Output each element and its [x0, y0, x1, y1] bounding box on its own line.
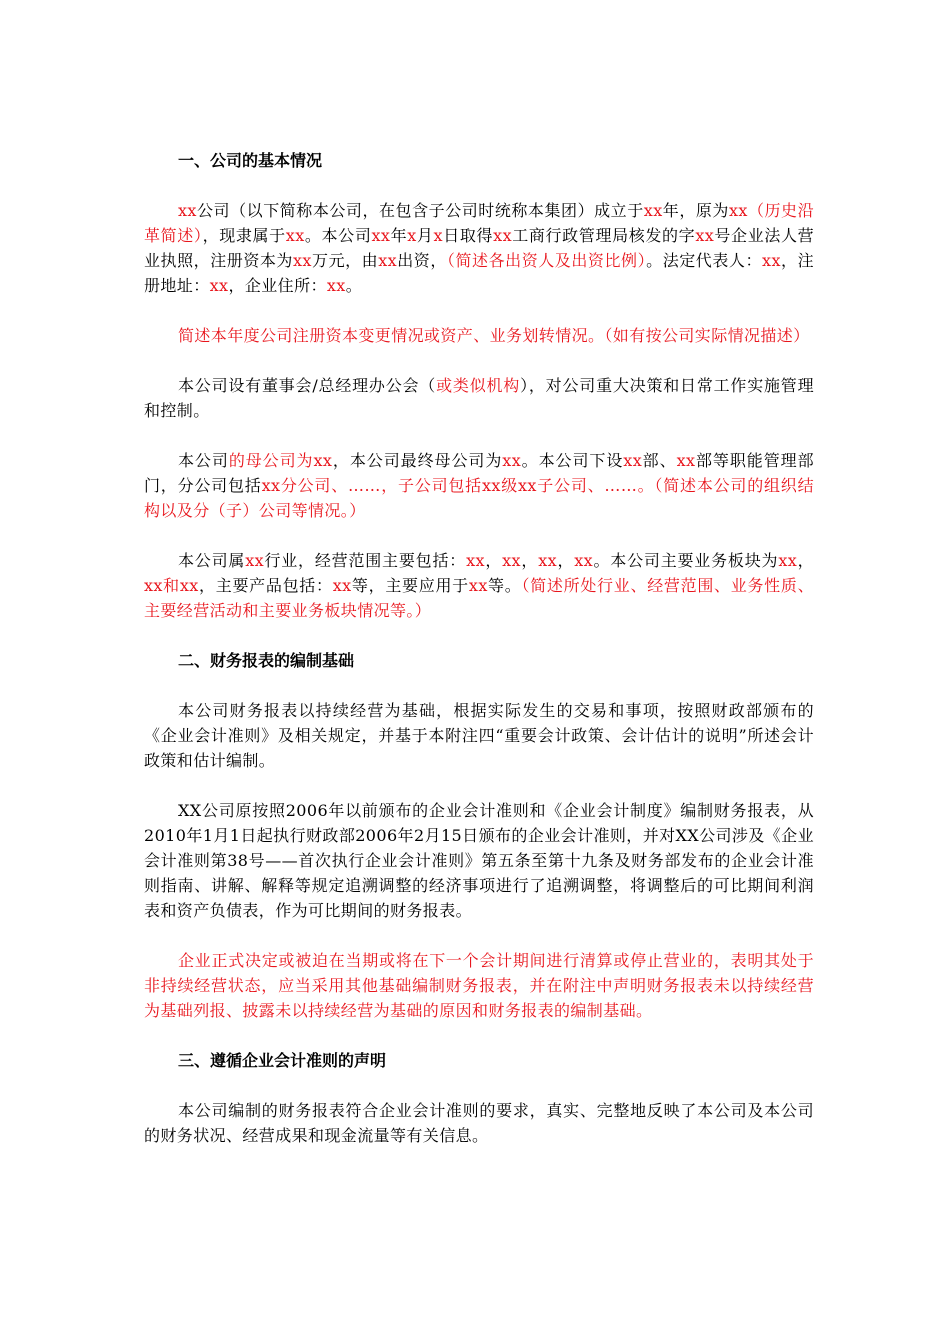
- body-text: 本公司: [178, 451, 229, 470]
- highlight-text: xx: [245, 551, 265, 570]
- body-text: ，: [557, 551, 575, 570]
- highlight-text: xx: [313, 451, 333, 470]
- body-text: 本公司财务报表以持续经营为基础，根据实际发生的交易和事项，按照财政部颁布的《企业会计准则》及相关规定，并基于本附注四“重要会计政策、会计估计的说明”所述会计政策和估计编制。: [144, 701, 814, 770]
- paragraph: [144, 1098, 814, 1148]
- body-text: 。本公司主要业务板块为: [593, 551, 779, 570]
- body-text: 本公司属: [178, 551, 246, 570]
- highlight-text: 企业正式决定或被迫在当期或将在下一个会计期间进行清算或停止营业的，表明其处于非持续经营状态，应当采用其他基础编制财务报表，并在附注中声明财务报表未以持续经营为基础列报、披露未以持续经营为基础的原因和财务报表的编制基础。: [144, 951, 814, 1020]
- body-text: ，企业住所：: [228, 276, 327, 295]
- body-text: ，现隶属于: [202, 226, 286, 245]
- body-text: 月: [416, 226, 434, 245]
- highlight-text: x: [433, 226, 443, 245]
- body-text: 。本公司下设: [521, 451, 624, 470]
- section-heading: 一、公司的基本情况: [178, 151, 323, 170]
- highlight-text: xx: [676, 451, 696, 470]
- body-text: ，主要产品包括：: [198, 576, 333, 595]
- highlight-text: xx: [574, 551, 594, 570]
- body-text: 等，主要应用于: [351, 576, 469, 595]
- body-text: 年，原为: [662, 201, 729, 220]
- body-text: 号企业法人营业执照，注册资本为: [144, 226, 815, 270]
- section-heading: 二、财务报表的编制基础: [178, 651, 355, 670]
- highlight-text: xx: [695, 226, 715, 245]
- highlight-text: （简述各出资人及出资比例）: [446, 251, 647, 270]
- paragraph: [144, 948, 814, 1023]
- body-text: XX公司原按照2006年以前颁布的企业会计准则和《企业会计制度》编制财务报表，从2010年1月1日起执行财政部2006年2月15日颁布的企业会计准则，并对XX公司涉及《企业会计准则第38号——首次执行企业会计准则》第五条至第十九条及财务部发布的企业会计准则指南、讲解、解释等规定追溯调整的经济事项进行了追溯调整，将调整后的可比期间利润表和资产负债表，作为可比期间的财务报表。: [144, 801, 814, 920]
- body-text: ，注册地址：: [144, 251, 814, 295]
- body-text: ，: [484, 551, 503, 570]
- highlight-text: xx: [293, 251, 312, 270]
- body-text: ，: [520, 551, 539, 570]
- body-text: 部等职能管理部门，分公司包括: [144, 451, 814, 495]
- body-text: ，: [797, 551, 814, 570]
- highlight-text: xx: [378, 251, 398, 270]
- paragraph: [144, 323, 814, 348]
- highlight-text: xx: [538, 551, 558, 570]
- body-text: 万元，由: [311, 251, 379, 270]
- body-text: 等。: [487, 576, 522, 595]
- highlight-text: xx: [502, 551, 521, 570]
- body-text: 公司（以下简称本公司，在包含子公司时统称本集团）成立于: [196, 201, 644, 220]
- highlight-text: x: [407, 226, 417, 245]
- highlight-text: 简述本年度公司注册资本变更情况或资产、业务划转情况。（如有按公司实际情况描述）: [178, 326, 810, 345]
- highlight-text: xx: [762, 251, 781, 270]
- highlight-text: xx: [502, 451, 522, 470]
- body-text: 部、: [642, 451, 677, 470]
- paragraph: [144, 698, 814, 773]
- highlight-text: xx和xx: [144, 576, 199, 595]
- highlight-text: xx: [643, 201, 663, 220]
- body-text: ），对公司重大决策和日常工作实施管理和控制。: [144, 376, 814, 420]
- paragraph: [144, 373, 814, 423]
- highlight-text: xx: [778, 551, 798, 570]
- highlight-text: xx: [178, 201, 197, 220]
- body-text: 本公司设有董事会/总经理办公会（: [178, 376, 437, 395]
- highlight-text: xx: [466, 551, 485, 570]
- highlight-text: xx（历史沿革简述）: [144, 201, 815, 245]
- paragraph: [144, 198, 814, 298]
- document-page: [144, 148, 814, 1173]
- section-heading: 三、遵循企业会计准则的声明: [178, 1051, 387, 1070]
- highlight-text: xx: [371, 226, 391, 245]
- highlight-text: xx: [623, 451, 643, 470]
- body-text: 工商行政管理局核发的字: [512, 226, 696, 245]
- body-text: 。: [345, 276, 363, 295]
- paragraph: [144, 548, 814, 623]
- highlight-text: xx分公司、……，子公司包括xx级xx子公司、……。（简述本公司的组织结构以及分（子）公司等情况。）: [144, 476, 814, 520]
- highlight-text: 的母公司为: [228, 451, 314, 470]
- body-text: 日取得: [442, 226, 494, 245]
- body-text: 本公司编制的财务报表符合企业会计准则的要求，真实、完整地反映了本公司及本公司的财务状况、经营成果和现金流量等有关信息。: [144, 1101, 814, 1145]
- highlight-text: xx: [332, 576, 352, 595]
- body-text: ，本公司最终母公司为: [332, 451, 503, 470]
- highlight-text: xx: [493, 226, 513, 245]
- body-text: 行业，经营范围主要包括：: [264, 551, 467, 570]
- body-text: 年: [390, 226, 408, 245]
- body-text: 出资，: [397, 251, 447, 270]
- highlight-text: 或类似机构: [436, 376, 521, 395]
- highlight-text: xx: [285, 226, 305, 245]
- highlight-text: xx: [468, 576, 488, 595]
- body-text: 。法定代表人：: [646, 251, 763, 270]
- body-text: 。本公司: [304, 226, 372, 245]
- highlight-text: （简述所处行业、经营范围、业务性质、主要经营活动和主要业务板块情况等。）: [144, 576, 814, 620]
- highlight-text: xx: [209, 276, 229, 295]
- highlight-text: xx: [326, 276, 346, 295]
- paragraph: [144, 448, 814, 523]
- paragraph: [144, 798, 814, 923]
